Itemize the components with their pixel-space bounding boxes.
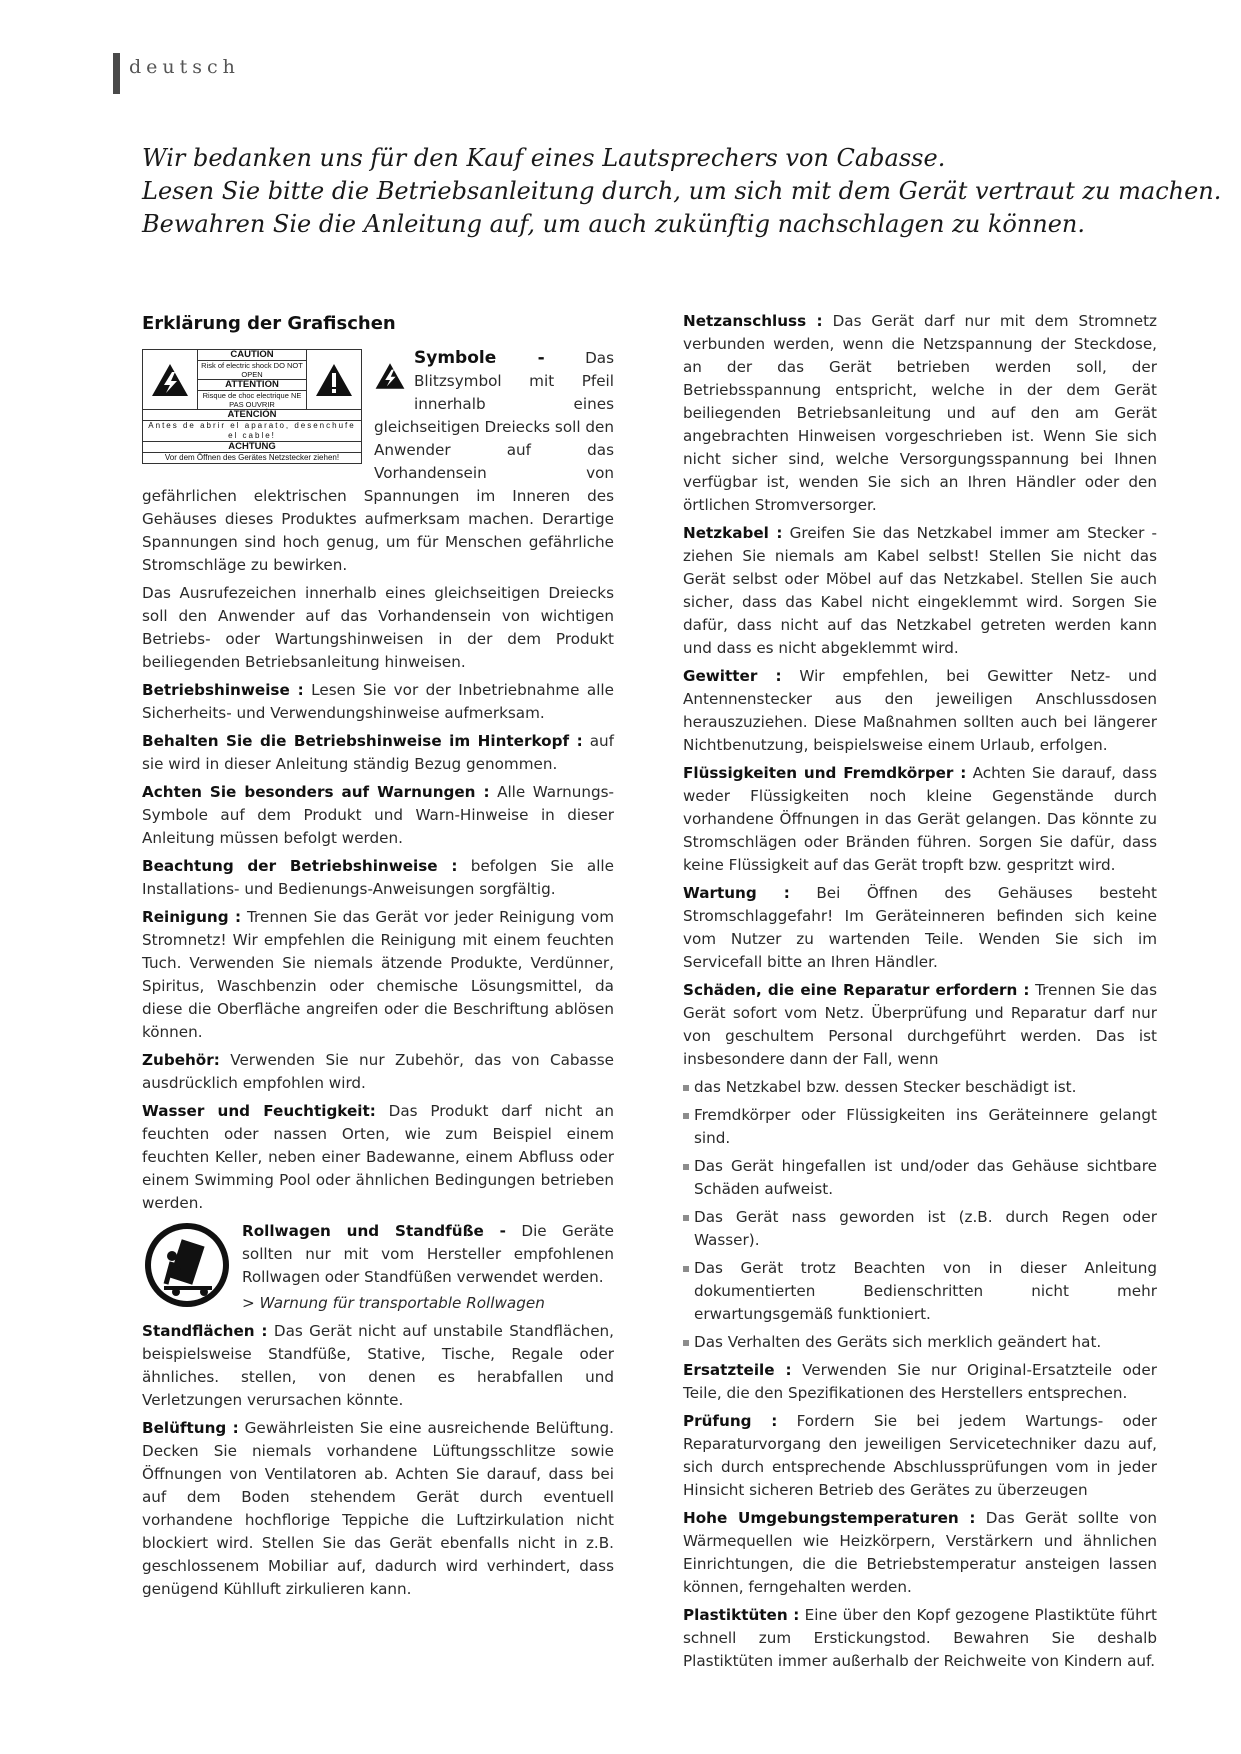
paragraph-text: Greifen Sie das Netzkabel immer am Stecker - ziehen Sie niemals am Kabel selbst! Stellen Sie nicht das Gerät selbst oder Möbel auf das Netzkabel. Stellen Sie auch sicher, dass das Kabel nicht eingeklemmt wird. Sorgen Sie dafür, dass nicht auf das Netzkabel getreten werden kann und dass es nicht abgeklemmt wird. <box>683 524 1158 657</box>
symbole-title: Symbole - <box>414 348 545 368</box>
paragraph <box>683 1410 1157 1502</box>
paragraph-title: Zubehör: <box>142 1051 220 1069</box>
intro-line: Lesen Sie bitte die Betriebsanleitung durch, um sich mit dem Gerät vertraut zu machen. <box>142 177 1222 205</box>
cart-tipover-icon <box>142 1220 232 1310</box>
left-column <box>142 310 614 1606</box>
paragraph <box>683 1604 1157 1673</box>
paragraph <box>142 1049 614 1095</box>
achtung-text: Vor dem Öffnen des Gerätes Netzstecker ziehen! <box>164 453 340 462</box>
paragraph-title: Netzkabel : <box>683 524 783 542</box>
list-item-text: Fremdkörper oder Flüssigkeiten ins Geräteinnere gelangt sind. <box>694 1106 1157 1147</box>
paragraph-title: Plastiktüten : <box>683 1606 800 1624</box>
paragraph-title: Standflächen : <box>142 1322 268 1340</box>
paragraph <box>683 310 1157 517</box>
paragraph-text: Trennen Sie das Gerät vor jeder Reinigung vom Stromnetz! Wir empfehlen die Reinigung mit einem feuchten Tuch. Verwenden Sie niemals ätzende Produkte, Verdünner, Spiritus, Waschbenzin oder chemische Lösungsmittel, da diese die Oberfläche angreifen oder die Beschriftung ablösen können. <box>142 908 615 1041</box>
paragraph-text: Wir empfehlen, bei Gewitter Netz- und Antennenstecker aus den jeweiligen Anschlussdosen herauszuziehen. Diese Maßnahmen sollten auch bei längerer Nichtbenutzung, beispielsweise einem Urlaub, erfolgen. <box>683 667 1157 754</box>
language-marker-bar <box>113 53 120 94</box>
list-item-text: Das Verhalten des Geräts sich merklich geändert hat. <box>694 1333 1102 1351</box>
paragraph <box>142 679 614 725</box>
language-label: deutsch <box>129 56 240 78</box>
attention-text: Risque de choc electrique NE PAS OUVRIR <box>202 391 302 409</box>
list-item <box>683 1155 1157 1201</box>
cart-note: > Warnung für transportable Rollwagen <box>242 1294 545 1312</box>
paragraph-title: Hohe Umgebungstemperaturen : <box>683 1509 976 1527</box>
paragraph-title: Ersatzteile : <box>683 1361 792 1379</box>
paragraph-text: befolgen Sie alle Installations- und Bedienungs-Anweisungen sorgfältig. <box>142 857 614 898</box>
bullet-square-icon <box>683 1085 689 1091</box>
cart-paragraph <box>242 1220 614 1289</box>
paragraph-title: Beachtung der Betriebshinweise : <box>142 857 458 875</box>
paragraph-title: Achten Sie besonders auf Warnungen : <box>142 783 490 801</box>
bullet-square-icon <box>683 1266 689 1272</box>
section-heading: Erklärung der Grafischen <box>142 313 396 334</box>
list-item <box>683 1206 1157 1252</box>
cart-title: Rollwagen und Standfüße - <box>242 1222 506 1240</box>
list-item-text: Das Gerät trotz Beachten von in dieser Anleitung dokumentierten Bedienschritten nicht mehr erwartungsgemäß funktioniert. <box>694 1259 1157 1323</box>
paragraph-title: Flüssigkeiten und Fremdkörper : <box>683 764 967 782</box>
exclamation-triangle-icon <box>307 350 361 409</box>
lightning-triangle-icon <box>374 361 406 398</box>
list-item <box>683 1331 1157 1354</box>
paragraph-text: Verwenden Sie nur Zubehör, das von Cabasse ausdrücklich empfohlen wird. <box>142 1051 615 1092</box>
list-item-text: Das Gerät nass geworden ist (z.B. durch Regen oder Wasser). <box>694 1208 1157 1249</box>
cart-warning-block <box>142 1220 614 1315</box>
paragraph-text: Gewährleisten Sie eine ausreichende Belüftung. Decken Sie niemals vorhandene Lüftungsschlitze sowie Öffnungen von Ventilatoren ab. Achten Sie darauf, dass bei auf dem Boden stehendem Gerät durch eventuell vorhandene hochflorige Teppiche die Luftzirkulation nicht blockiert wird. Stellen Sie das Gerät ebenfalls nicht in z.B. geschlossenem Mobiliar auf, dadurch wird verhindert, dass genügend Kühlluft zirkulieren kann. <box>142 1419 614 1598</box>
paragraph-text: Das Produkt darf nicht an feuchten oder nassen Orten, wie zum Beispiel einem feuchten Keller, neben einer Badewanne, einem Abfluss oder einem Swimming Pool oder ähnlichen Bedingungen betrieben werden. <box>142 1102 614 1212</box>
paragraph-text: Das Gerät sollte von Wärmequellen wie Heizkörpern, Verstärkern und ähnlichen Einrichtungen, die die Betriebstemperatur ansteigen lassen können, ferngehalten werden. <box>683 1509 1157 1596</box>
paragraph <box>142 906 614 1044</box>
paragraph <box>142 730 614 776</box>
paragraph-text: Eine über den Kopf gezogene Plastiktüte führt schnell zum Erstickungstod. Bewahren Sie deshalb Plastiktüten immer außerhalb der Reichweite von Kindern auf. <box>683 1606 1157 1670</box>
paragraph-title: Belüftung : <box>142 1419 239 1437</box>
paragraph <box>683 665 1157 757</box>
warning-label-graphic <box>142 349 362 464</box>
paragraph <box>683 762 1157 877</box>
paragraph-text: auf sie wird in dieser Anleitung ständig Bezug genommen. <box>142 732 615 773</box>
paragraph-title: Gewitter : <box>683 667 782 685</box>
paragraph-title: Wartung : <box>683 884 790 902</box>
paragraph <box>142 781 614 850</box>
caution-title: CAUTION <box>198 350 306 361</box>
paragraph-title: Behalten Sie die Betriebshinweise im Hinterkopf : <box>142 732 583 750</box>
paragraph <box>683 882 1157 974</box>
bullet-square-icon <box>683 1215 689 1221</box>
list-item <box>683 1257 1157 1326</box>
atencion-text: Antes de abrir el aparato, desenchufe el cable! <box>143 421 361 442</box>
cart-text: Die Geräte sollten nur mit vom Hersteller empfohlenen Rollwagen oder Standfüßen verwendet werden. <box>242 1222 614 1286</box>
exclamation-paragraph: Das Ausrufezeichen innerhalb eines gleichseitigen Dreiecks soll den Anwender auf das Vorhandensein von wichtigen Betriebs- oder Wartungshinweisen in der dem Produkt beiliegenden Betriebsanleitung hinweisen. <box>142 584 614 671</box>
attention-title: ATTENTION <box>198 380 306 391</box>
list-item-text: das Netzkabel bzw. dessen Stecker beschädigt ist. <box>694 1078 1077 1096</box>
caution-text: Risk of electric shock DO NOT OPEN <box>198 361 306 380</box>
paragraph-text: Das Gerät darf nur mit dem Stromnetz verbunden werden, wenn die Netzspannung der Steckdose, an der das Gerät betrieben werden soll, der Betriebsspannung entspricht, welche in der dem Gerät beiliegenden Betriebsanleitung und auf den am Gerät angebrachten Hinweisen vorgeschrieben ist. Wenn Sie sich nicht sicher sind, welche Versorgungsspannung bei Ihnen verfügbar ist, wenden Sie sich an Ihren Händler oder den örtlichen Stromversorger. <box>683 312 1157 514</box>
paragraph-text: Bei Öffnen des Gehäuses besteht Stromschlaggefahr! Im Geräteinneren befinden sich keine vom Nutzer zu wartenden Teile. Wenden Sie sich im Servicefall bitte an Ihren Händler. <box>683 884 1157 971</box>
atencion-title: ATENCIÓN <box>143 410 361 421</box>
bullet-square-icon <box>683 1113 689 1119</box>
paragraph <box>683 979 1157 1071</box>
paragraph <box>683 1507 1157 1599</box>
lightning-triangle-icon <box>143 350 197 409</box>
paragraph-text: Trennen Sie das Gerät sofort vom Netz. Überprüfung und Reparatur darf nur von geschultem Personal durchgeführt werden. Das ist insbesondere dann der Fall, wenn <box>683 981 1157 1068</box>
paragraph-text: Alle Warnungs-Symbole auf dem Produkt und Warn-Hinweise in dieser Anleitung müssen befolgt werden. <box>142 783 614 847</box>
paragraph-title: Reinigung : <box>142 908 242 926</box>
right-column <box>683 310 1157 1678</box>
paragraph-text: Fordern Sie bei jedem Wartungs- oder Reparaturvorgang den jeweiligen Servicetechniker dazu auf, sich durch entsprechende Abschlussprüfungen vom in jeder Hinsicht sicheren Betrieb des Gerätes zu überzeugen <box>683 1412 1158 1499</box>
symbole-text: Das Blitzsymbol mit Pfeil innerhalb eines gleichseitigen Dreiecks soll den Anwender auf das Vorhandensein von gefährlichen elektrischen Spannungen im Inneren des Gehäuses dieses Produktes aufmerksam machen. Derartige Spannungen sind hoch genug, um für Menschen gefährliche Stromschläge zu bewirken. <box>142 349 614 574</box>
paragraph <box>142 855 614 901</box>
paragraph-text: Das Gerät nicht auf unstabile Standflächen, beispielsweise Standfüße, Stative, Tische, Regale oder ähnliches. stellen, von denen es herabfallen und Verletzungen verursachen könnte. <box>142 1322 615 1409</box>
list-item-text: Das Gerät hingefallen ist und/oder das Gehäuse sichtbare Schäden aufweist. <box>694 1157 1157 1198</box>
paragraph-text: Lesen Sie vor der Inbetriebnahme alle Sicherheits- und Verwendungshinweise aufmerksam. <box>142 681 615 722</box>
bullet-square-icon <box>683 1340 689 1346</box>
list-item <box>683 1076 1157 1099</box>
paragraph <box>683 1359 1157 1405</box>
paragraph-title: Netzanschluss : <box>683 312 823 330</box>
achtung-title: ACHTUNG <box>143 442 361 453</box>
paragraph-title: Prüfung : <box>683 1412 778 1430</box>
intro-line: Bewahren Sie die Anleitung auf, um auch zukünftig nachschlagen zu können. <box>142 210 1086 238</box>
paragraph-title: Wasser und Feuchtigkeit: <box>142 1102 376 1120</box>
paragraph-text: Verwenden Sie nur Original-Ersatzteile oder Teile, die den Spezifikationen des Herstellers entsprechen. <box>683 1361 1158 1402</box>
paragraph-title: Schäden, die eine Reparatur erfordern : <box>683 981 1030 999</box>
paragraph <box>142 1100 614 1215</box>
paragraph <box>683 522 1157 660</box>
paragraph <box>142 1417 614 1601</box>
paragraph-text: Achten Sie darauf, dass weder Flüssigkeiten noch kleine Gegenstände durch vorhandene Öffnungen in das Gerät gelangen. Das könnte zu Stromschlägen oder Bränden führen. Sorgen Sie dafür, dass keine Flüssigkeit auf das Gerät tropft bzw. gespritzt wird. <box>683 764 1158 874</box>
bullet-square-icon <box>683 1164 689 1170</box>
list-item <box>683 1104 1157 1150</box>
intro-text <box>142 142 1222 241</box>
paragraph-title: Betriebshinweise : <box>142 681 304 699</box>
intro-line: Wir bedanken uns für den Kauf eines Lautsprechers von Cabasse. <box>142 144 946 172</box>
paragraph <box>142 1320 614 1412</box>
